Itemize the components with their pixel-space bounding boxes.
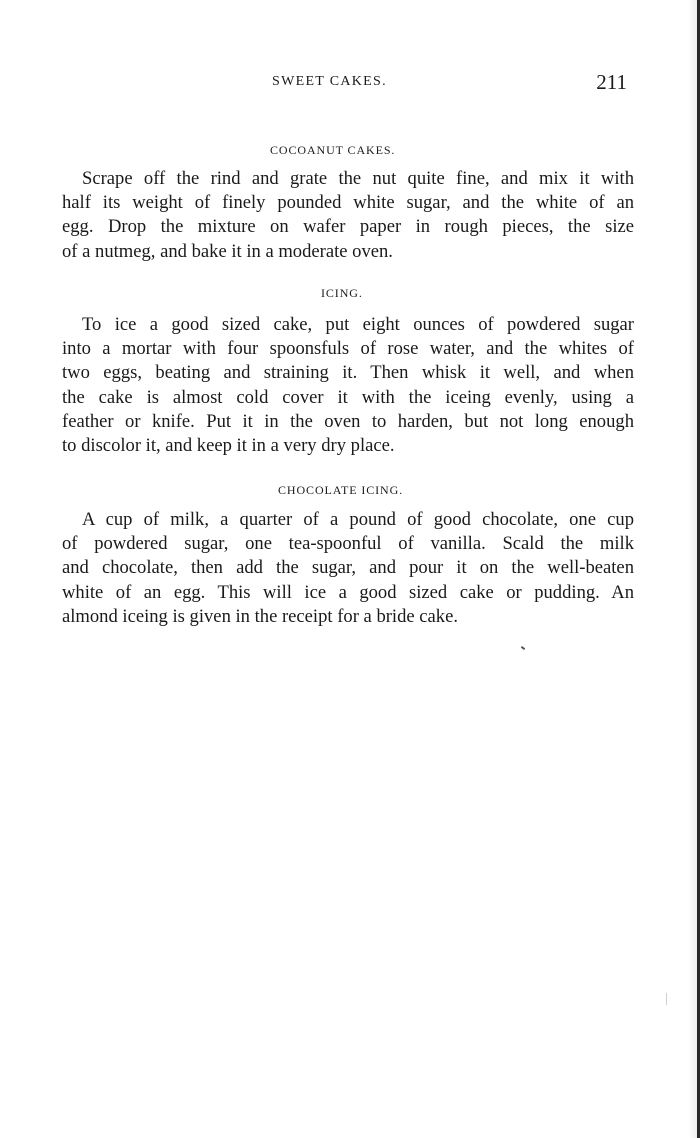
page-edge-shadow [689, 0, 697, 1138]
text-line: into a mortar with four spoonsfuls of rose water, and the whites of [62, 338, 634, 360]
text-line: of a nutmeg, and bake it in a moderate oven. [62, 240, 393, 262]
paragraph-chocolate-icing [62, 508, 634, 629]
text-line: Scrape off the rind and grate the nut quite fine, and mix it with [82, 168, 634, 189]
paragraph-cocoanut-cakes [62, 167, 634, 264]
page-number: 211 [596, 70, 627, 94]
section-title-chocolate-icing: CHOCOLATE ICING. [278, 483, 404, 497]
margin-mark [666, 993, 667, 1005]
section-title-cocoanut-cakes: COCOANUT CAKES. [270, 143, 396, 157]
text-line: of powdered sugar, one tea-spoonful of vanilla. Scald the milk [62, 533, 634, 555]
text-line: almond iceing is given in the receipt for a bride cake. [62, 605, 458, 627]
text-line: two eggs, beating and straining it. Then whisk it well, and when [62, 362, 634, 384]
text-line: white of an egg. This will ice a good sized cake or pudding. An [62, 581, 634, 603]
ink-speck [521, 646, 525, 650]
text-line: half its weight of finely pounded white sugar, and the white of an [62, 192, 634, 214]
paragraph-icing [62, 313, 634, 458]
running-head-title: SWEET CAKES. [272, 74, 387, 89]
text-line: to discolor it, and keep it in a very dry place. [62, 435, 395, 457]
text-line: To ice a good sized cake, put eight ounces of powdered sugar [82, 314, 634, 335]
text-line: A cup of milk, a quarter of a pound of good chocolate, one cup [82, 509, 634, 530]
text-line: feather or knife. Put it in the oven to harden, but not long enough [62, 410, 634, 432]
section-title-icing: ICING. [321, 286, 363, 300]
text-line: the cake is almost cold cover it with the iceing evenly, using a [62, 386, 634, 408]
text-line: egg. Drop the mixture on wafer paper in rough pieces, the size [62, 216, 634, 238]
text-line: and chocolate, then add the sugar, and pour it on the well-beaten [62, 557, 634, 579]
